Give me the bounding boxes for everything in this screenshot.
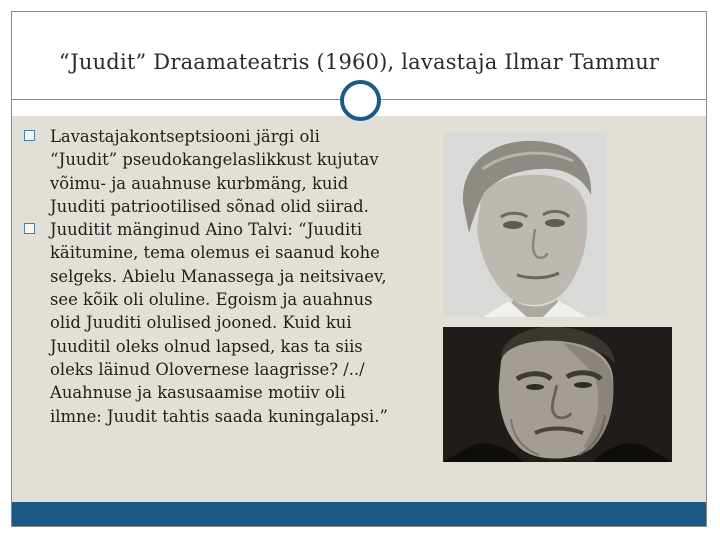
bullet-item	[22, 125, 442, 218]
bullet-list	[22, 125, 442, 428]
bullet-text-line: selgeks. Abielu Manassega ja neitsivaev,	[50, 266, 387, 286]
footer-accent-bar	[12, 502, 706, 526]
bullet-text-line: see kõik oli oluline. Egoism ja auahnus	[50, 290, 373, 310]
portrait-older-man-photo	[443, 327, 672, 462]
square-bullet-icon	[24, 130, 35, 141]
portrait-young-man-photo	[443, 133, 607, 317]
bullet-text-line: Auahnuse ja kasusaamise motiiv oli	[50, 383, 346, 403]
portrait-young-man-drawing	[443, 133, 607, 317]
square-bullet-icon	[24, 223, 35, 234]
bullet-text-line: Juuditit mänginud Aino Talvi: “Juuditi	[50, 220, 363, 240]
slide-title: “Juudit” Draamateatris (1960), lavastaja Ilmar Tammur	[58, 50, 660, 74]
bullet-text-line: oleks läinud Olovernese laagrisse? /../	[50, 359, 365, 379]
portrait-older-man-drawing	[443, 327, 672, 462]
bullet-text-line: Lavastajakontseptsiooni järgi oli	[50, 127, 320, 146]
bullet-text-line: Juuditil oleks olnud lapsed, kas ta siis	[50, 336, 363, 356]
bullet-text-line: Juuditi patriootilised sõnad olid siirad.	[50, 196, 369, 216]
bullet-text-line: võimu- ja auahnuse kurbmäng, kuid	[50, 173, 349, 193]
circle-ornament	[340, 80, 381, 121]
bullet-text-line: olid Juuditi olulised jooned. Kuid kui	[50, 313, 352, 333]
bullet-item	[22, 218, 442, 428]
bullet-text-line: käitumine, tema olemus ei saanud kohe	[50, 243, 380, 263]
bullet-text-line: ilmne: Juudit tahtis saada kuningalapsi.”	[50, 406, 388, 426]
bullet-text-line: “Juudit” pseudokangelaslikkust kujutav	[50, 150, 379, 170]
